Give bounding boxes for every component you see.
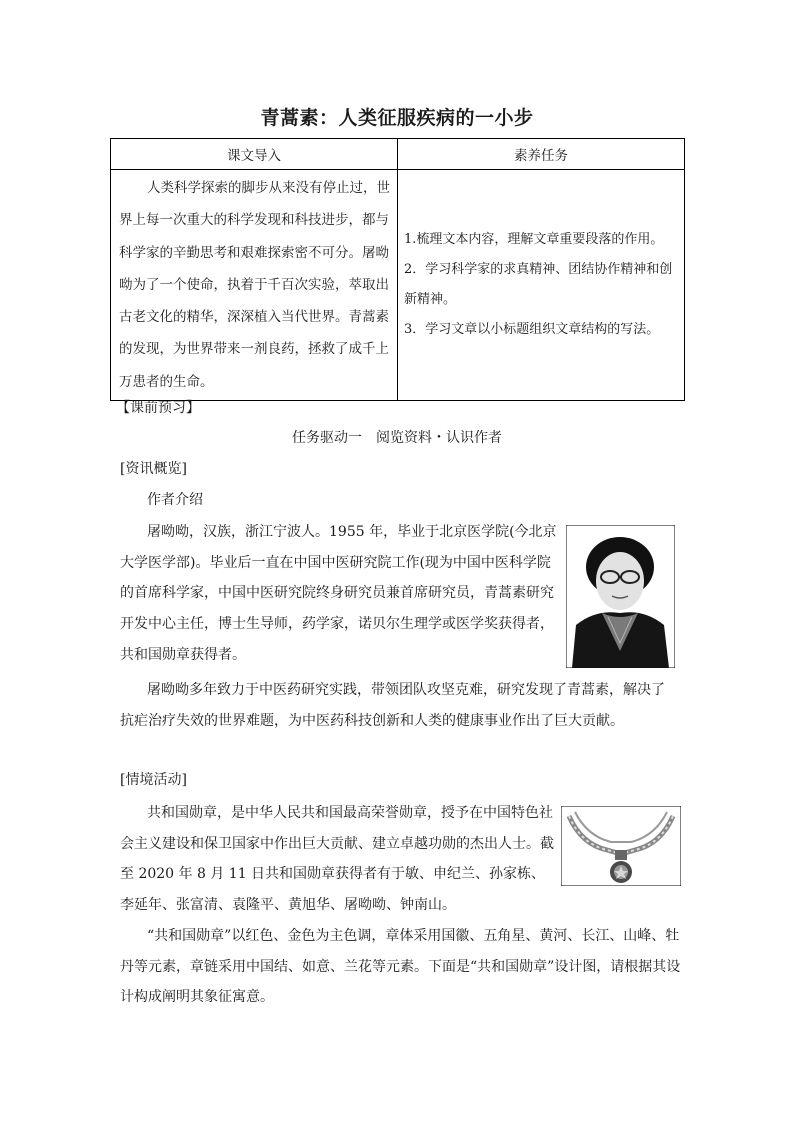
author-intro-paragraph: 屠呦呦，汉族，浙江宁波人。1955 年，毕业于北京医学院(今北京大学医学部)。毕业后一直在中国中医研究院工作(现为中国中医科学院的首席科学家，中国中医研究院终身研究员兼首席研究员，青蒿素研究开发中心主任，博士生导师，药学家，诺贝尔生理学或医学奖获得者，共和国勋章获得者。 xyxy=(120,524,557,663)
author-heading: 作者介绍 xyxy=(147,492,203,508)
section-label-overview: [资讯概览] xyxy=(120,461,187,477)
tasks-cell xyxy=(398,170,685,401)
table-header-tasks: 素养任务 xyxy=(398,139,685,170)
task-item: 2．学习科学家的求真精神、团结协作精神和创新精神。 xyxy=(404,262,673,308)
medal-intro-paragraph: 共和国勋章，是中华人民共和国最高荣誉勋章，授予在中国特色社会主义建设和保卫国家中作出巨大贡献、建立卓越功勋的杰出人士。截至 2020 年 8 月 11 日共和国勋章获得者有于敏、申纪兰、孙家栋、李延年、张富清、袁隆平、黄旭华、屠呦呦、钟南山。 xyxy=(120,805,554,914)
lead-text: 人类科学探索的脚步从来没有停止过，世界上每一次重大的科学发现和科技进步，都与科学家的辛勤思考和艰难探索密不可分。屠呦呦为了一个使命，执着于千百次实验，萃取出古老文化的精华，深深植入当代世界。青蒿素的发现，为世界带来一剂良药，拯救了成千上万患者的生命。 xyxy=(119,180,390,390)
section-label-activity: [情境活动] xyxy=(120,772,187,788)
lead-cell xyxy=(111,170,398,401)
medal-design-paragraph: “共和国勋章”以红色、金色为主色调，章体采用国徽、五角星、黄河、长江、山峰、牡丹等元素，章链采用中国结、如意、兰花等元素。下面是“共和国勋章”设计图，请根据其设计构成阐明其象征寓意。 xyxy=(120,928,681,1006)
task-item: 1.梳理文本内容，理解文章重要段落的作用。 xyxy=(404,232,664,248)
table-header-lead: 课文导入 xyxy=(111,139,398,170)
author-achievement-paragraph: 屠呦呦多年致力于中医药研究实践，带领团队攻坚克难，研究发现了青蒿素，解决了抗疟治疗失效的世界难题，为中医药科技创新和人类的健康事业作出了巨大贡献。 xyxy=(120,682,665,729)
task-heading: 任务驱动一 阅览资料・认识作者 xyxy=(292,430,502,446)
medal-design-image xyxy=(561,806,681,886)
table-body-row xyxy=(111,170,685,401)
intro-table xyxy=(110,138,685,401)
preview-heading: 【课前预习】 xyxy=(116,400,200,416)
page-title: 青蒿素：人类征服疾病的一小步 xyxy=(260,107,534,129)
task-item: 3．学习文章以小标题组织文章结构的写法。 xyxy=(404,322,660,338)
author-portrait-image xyxy=(566,525,675,668)
table-header-row xyxy=(111,139,685,170)
